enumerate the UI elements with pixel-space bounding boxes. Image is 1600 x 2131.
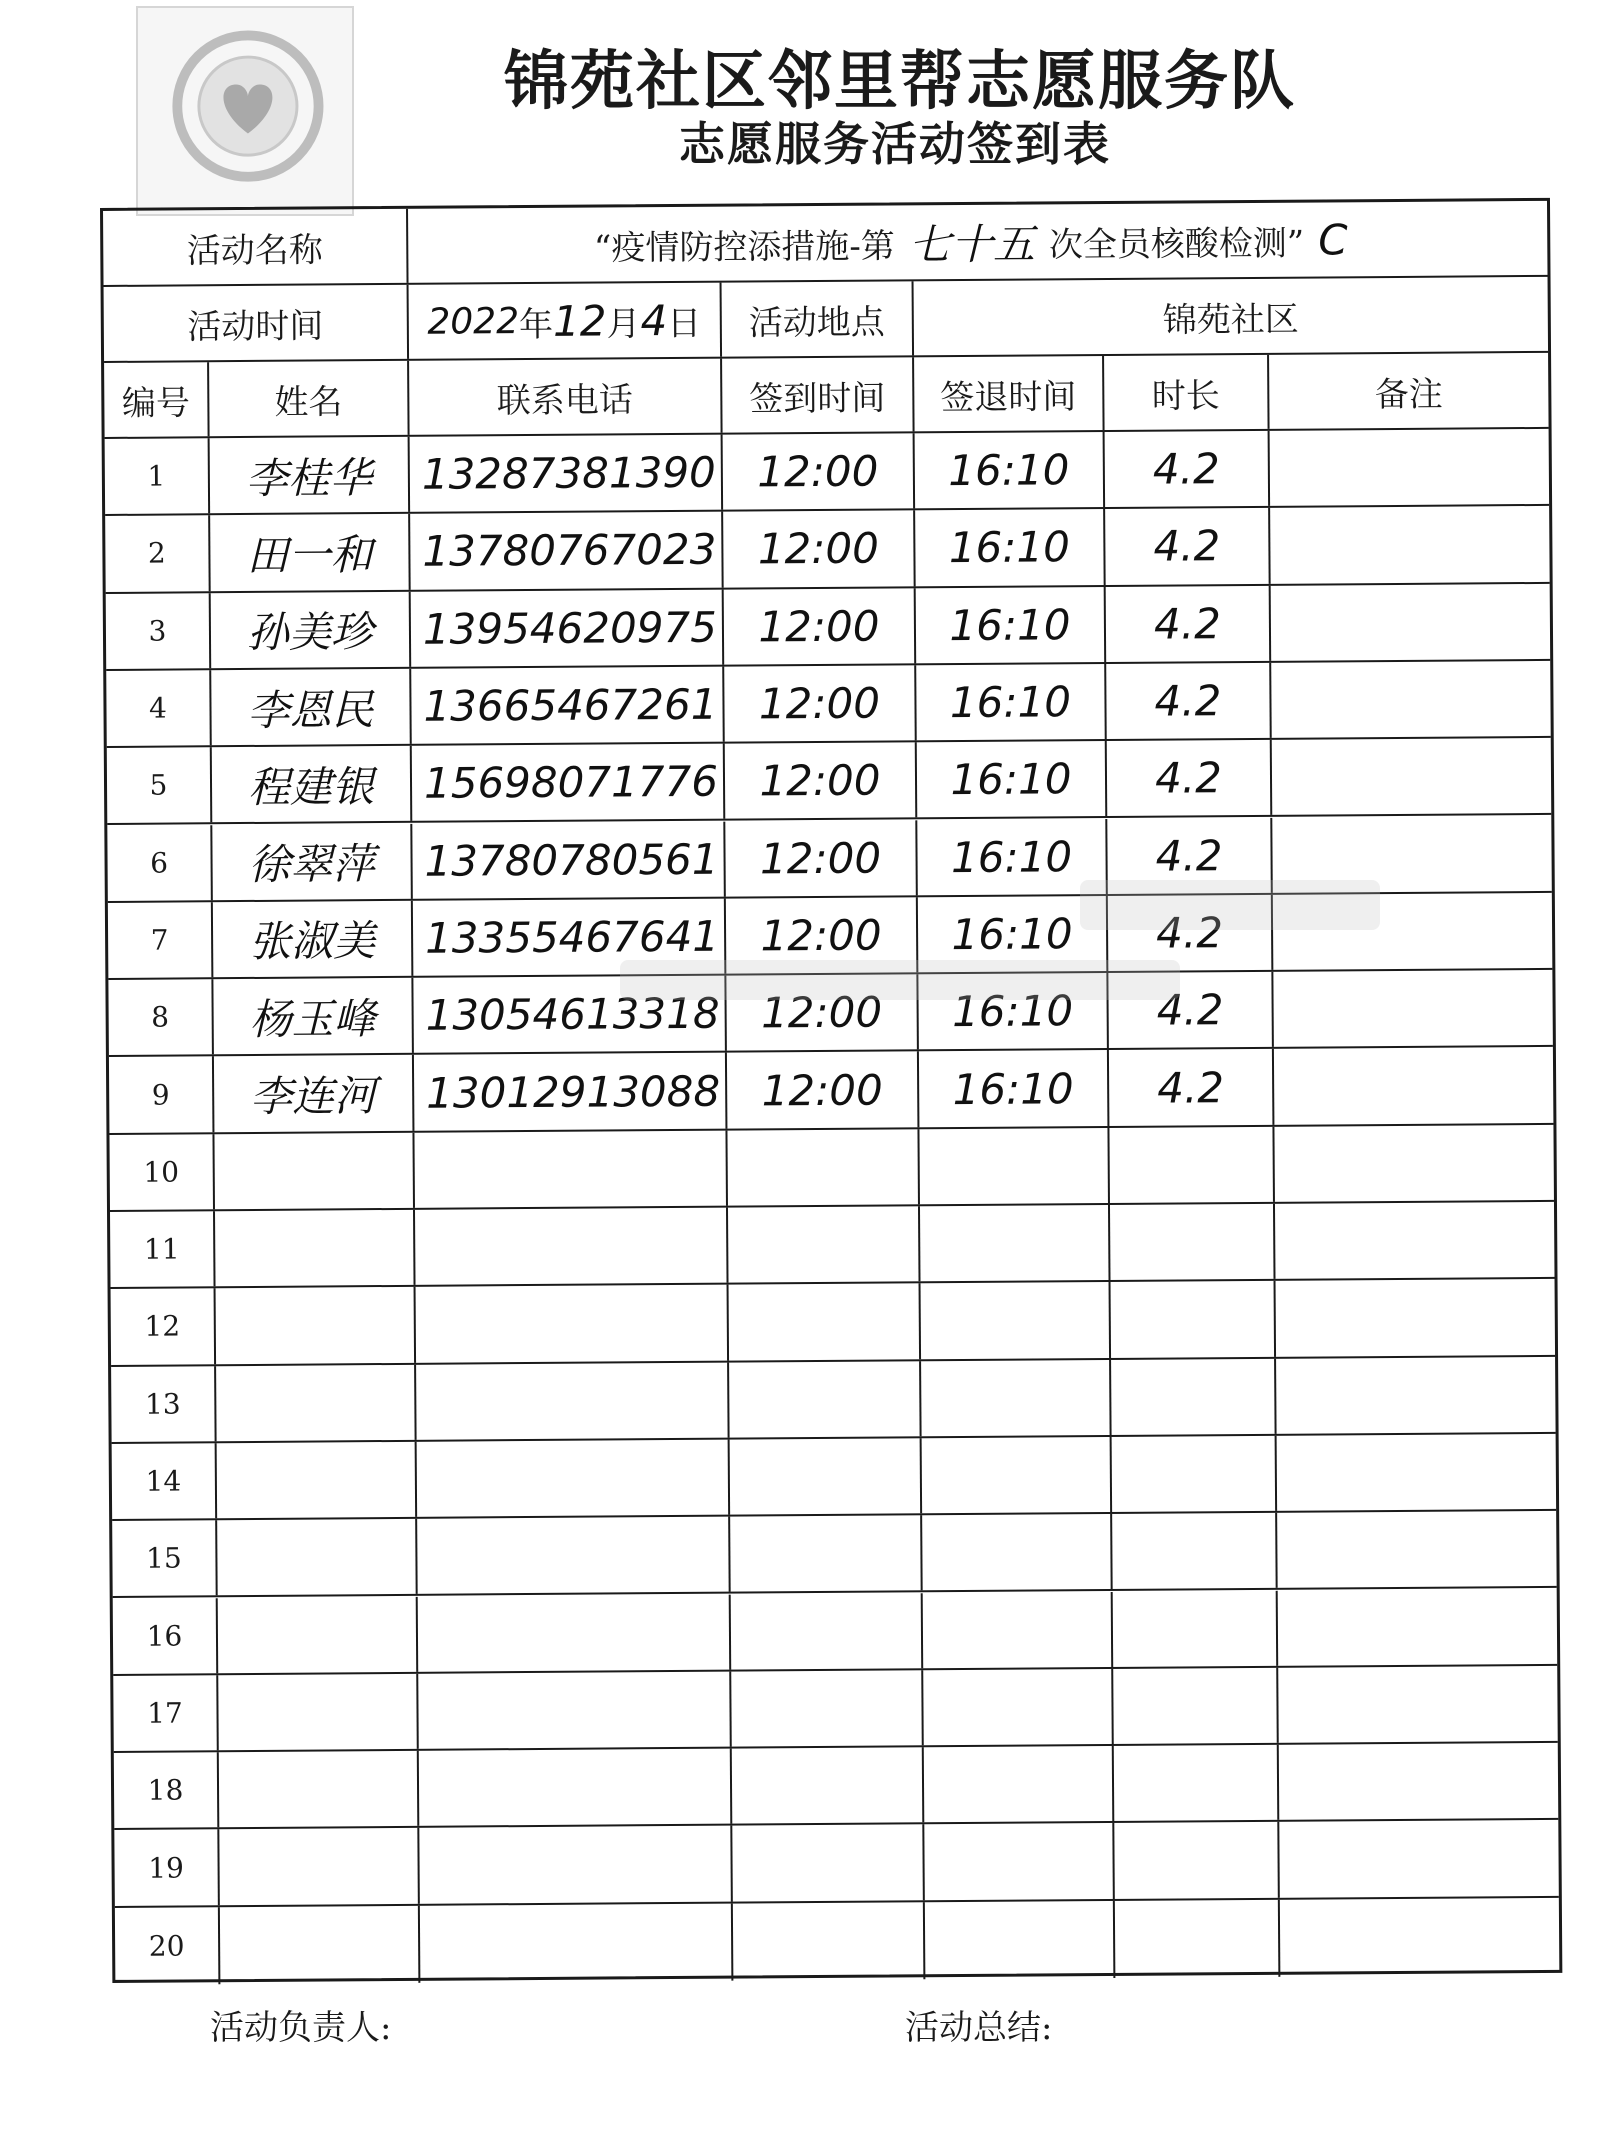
cell-no: 12 [111,1289,217,1365]
stamp-emblem [136,6,354,216]
cell-no: 18 [114,1752,220,1828]
cell-name [218,1596,419,1673]
cell-phone [419,1749,733,1826]
table-row [110,1202,1555,1289]
table-row [115,1898,1560,1985]
sign-in-sheet [100,198,1562,1983]
date-year-unit: 年 [518,304,554,345]
cell-hours [1112,1436,1278,1512]
table-row [107,738,1552,825]
cell-hours: 4.2 [1109,1049,1275,1125]
cell-checkin [729,1361,922,1438]
date-month-unit: 月 [606,303,641,344]
cell-checkout [924,1746,1115,1823]
cell-phone: 13012913088 [414,1053,728,1130]
cell-checkin: 12:00 [726,974,919,1051]
cell-name [214,1133,415,1210]
cell-hours [1114,1745,1280,1821]
cell-no: 14 [112,1443,218,1519]
cell-name: 杨玉峰 [213,978,414,1055]
cell-note [1273,970,1553,1047]
cell-name: 张淑美 [213,901,414,978]
cell-no: 1 [105,438,211,514]
heart-emblem-icon [138,8,352,214]
header-col-checkout: 签退时间 [914,356,1105,431]
cell-note [1272,738,1552,815]
activity-time-label: 活动时间 [104,285,410,361]
cell-checkin [730,1515,923,1592]
cell-no: 13 [111,1366,217,1442]
cell-no: 11 [110,1211,216,1287]
cell-name: 孙美珍 [211,591,412,668]
cell-phone [417,1440,731,1517]
cell-checkout [923,1591,1114,1668]
cell-name [218,1674,419,1751]
activity-name-mark: C [1318,214,1348,264]
cell-name [217,1442,418,1519]
cell-phone [418,1671,732,1748]
cell-checkout [924,1823,1115,1900]
cell-hours: 4.2 [1105,431,1271,507]
cell-name [216,1287,417,1364]
leader-label: 活动负责人: [210,2008,392,2048]
cell-note [1276,1356,1556,1433]
cell-name [219,1828,420,1905]
cell-no: 2 [105,516,211,592]
cell-no: 8 [108,979,214,1055]
org-title: 锦苑社区邻里帮志愿服务队 [504,45,1296,119]
cell-note [1280,1898,1560,1977]
table-row [109,1047,1554,1134]
cell-name [219,1751,420,1828]
cell-phone: 13054613318 [413,976,727,1053]
cell-checkin: 12:00 [723,433,916,510]
cell-name: 李恩民 [211,669,412,746]
cell-checkout [922,1514,1113,1591]
cell-name: 李桂华 [210,437,411,514]
table-row [113,1666,1558,1753]
cell-name: 田一和 [210,514,411,591]
activity-date-value [409,283,723,359]
header-col-hours: 时长 [1104,355,1270,430]
cell-note [1278,1588,1558,1665]
date-year: 2022 [427,300,520,343]
cell-no: 16 [113,1598,219,1674]
date-day: 4 [640,295,668,345]
header-col-name: 姓名 [209,361,410,436]
cell-no: 5 [107,747,213,823]
header-col-note: 备注 [1374,374,1443,415]
cell-name: 李连河 [214,1055,415,1132]
cell-name [220,1905,421,1984]
table-row [105,429,1550,516]
cell-name [217,1519,418,1596]
cell-phone [416,1285,730,1362]
cell-checkout [921,1282,1112,1359]
cell-no: 17 [113,1675,219,1751]
cell-hours: 4.2 [1106,663,1272,739]
cell-name: 徐翠萍 [212,823,413,900]
cell-hours: 4.2 [1107,740,1273,816]
cell-hours [1113,1590,1279,1666]
cell-no: 15 [112,1520,218,1596]
cell-checkin [731,1593,924,1670]
cell-hours [1115,1899,1281,1977]
cell-checkout [922,1437,1113,1514]
cell-no: 9 [109,1057,215,1133]
activity-name-row [103,201,1547,287]
cell-hours [1114,1822,1280,1898]
cell-checkin: 12:00 [724,588,917,665]
cell-checkout: 16:10 [916,664,1107,741]
cell-phone: 15698071776 [412,744,726,821]
location-label: 活动地点 [722,281,915,356]
cell-no: 6 [107,825,213,901]
cell-hours: 4.2 [1108,972,1274,1048]
cell-hours: 4.2 [1106,585,1272,661]
header-col-no: 编号 [104,362,210,437]
cell-checkin: 12:00 [726,897,919,974]
cell-checkout [921,1360,1112,1437]
cell-hours: 4.2 [1108,895,1274,971]
cell-no: 4 [106,670,212,746]
cell-note [1277,1511,1557,1588]
scan-smudge [620,960,1180,1000]
cell-checkout [925,1901,1116,1980]
cell-checkout [920,1205,1111,1282]
cell-note [1274,1047,1554,1124]
cell-checkout [919,1128,1110,1205]
activity-name-suffix: 次全员核酸检测” [1048,223,1305,265]
cell-name: 程建银 [212,746,413,823]
cell-checkin: 12:00 [724,665,917,742]
cell-no: 7 [108,902,214,978]
cell-checkin [731,1670,924,1747]
cell-checkout: 16:10 [916,587,1107,664]
cell-checkin: 12:00 [723,511,916,588]
cell-checkout: 16:10 [918,973,1109,1050]
cell-note [1270,429,1550,506]
cell-hours [1112,1513,1278,1589]
location-value: 锦苑社区 [1162,299,1299,341]
cell-checkin [730,1438,923,1515]
table-row [113,1588,1558,1675]
cell-checkin [728,1206,921,1283]
table-row [111,1356,1556,1443]
cell-note [1275,1202,1555,1279]
activity-name-value [408,201,1547,283]
cell-note [1276,1279,1556,1356]
cell-hours: 4.2 [1105,508,1271,584]
cell-name [215,1210,416,1287]
activity-name-count: 七十五 [908,219,1036,270]
cell-checkin: 12:00 [725,820,918,897]
cell-checkin: 12:00 [727,1052,920,1129]
cell-phone [418,1594,732,1671]
cell-no: 20 [115,1907,221,1985]
date-month: 12 [552,295,607,346]
cell-phone: 13780780561 [412,821,726,898]
activity-name-label: 活动名称 [103,209,409,285]
table-row [111,1279,1556,1366]
header-col-checkin: 签到时间 [722,357,915,432]
cell-checkout: 16:10 [919,1050,1110,1127]
cell-no: 19 [114,1830,220,1906]
summary-label: 活动总结: [905,2008,1053,2048]
cell-note [1279,1743,1559,1820]
scan-smudge [1080,880,1380,930]
cell-hours [1113,1668,1279,1744]
cell-checkout: 16:10 [918,896,1109,973]
cell-checkout: 16:10 [917,741,1108,818]
cell-note [1271,661,1551,738]
cell-hours [1109,1127,1275,1203]
cell-phone [419,1826,733,1903]
date-day-unit: 日 [667,303,702,344]
cell-phone [420,1903,734,1982]
cell-phone: 13665467261 [411,667,725,744]
cell-checkout: 16:10 [915,509,1106,586]
form-title: 志愿服务活动签到表 [679,117,1111,171]
cell-checkin [733,1902,926,1981]
cell-note [1271,583,1551,660]
table-row [114,1743,1559,1830]
table-row [112,1434,1557,1521]
cell-hours [1111,1281,1277,1357]
cell-checkin [729,1284,922,1361]
cell-hours [1111,1358,1277,1434]
cell-checkin [732,1747,925,1824]
cell-phone: 13355467641 [413,898,727,975]
table-row [106,661,1551,748]
cell-hours: 4.2 [1107,817,1273,893]
cell-checkout [923,1669,1114,1746]
cell-name [216,1364,417,1441]
cell-checkin [732,1825,925,1902]
cell-checkout: 16:10 [917,818,1108,895]
cell-checkin [727,1129,920,1206]
table-row [114,1820,1559,1907]
table-row [105,506,1550,593]
cell-note [1274,1125,1554,1202]
cell-note [1270,506,1550,583]
header-col-phone: 联系电话 [409,359,723,435]
cell-phone [417,1517,731,1594]
cell-checkout: 16:10 [915,432,1106,509]
cell-note [1278,1666,1558,1743]
activity-time-row [104,277,1548,363]
column-header-row [104,353,1548,439]
cell-phone [414,1130,728,1207]
cell-phone: 13780767023 [410,512,724,589]
cell-note [1279,1820,1559,1897]
table-row [106,583,1551,670]
cell-checkin: 12:00 [725,742,918,819]
cell-no: 10 [109,1134,215,1210]
cell-hours [1110,1204,1276,1280]
cell-note [1277,1434,1557,1511]
table-row [109,1125,1554,1212]
table-row [112,1511,1557,1598]
activity-name-prefix: “疫情防控添措施-第 [593,225,895,269]
cell-phone: 13287381390 [410,435,724,512]
cell-phone [416,1362,730,1439]
cell-no: 3 [106,593,212,669]
cell-phone [415,1208,729,1285]
cell-phone: 13954620975 [411,589,725,666]
